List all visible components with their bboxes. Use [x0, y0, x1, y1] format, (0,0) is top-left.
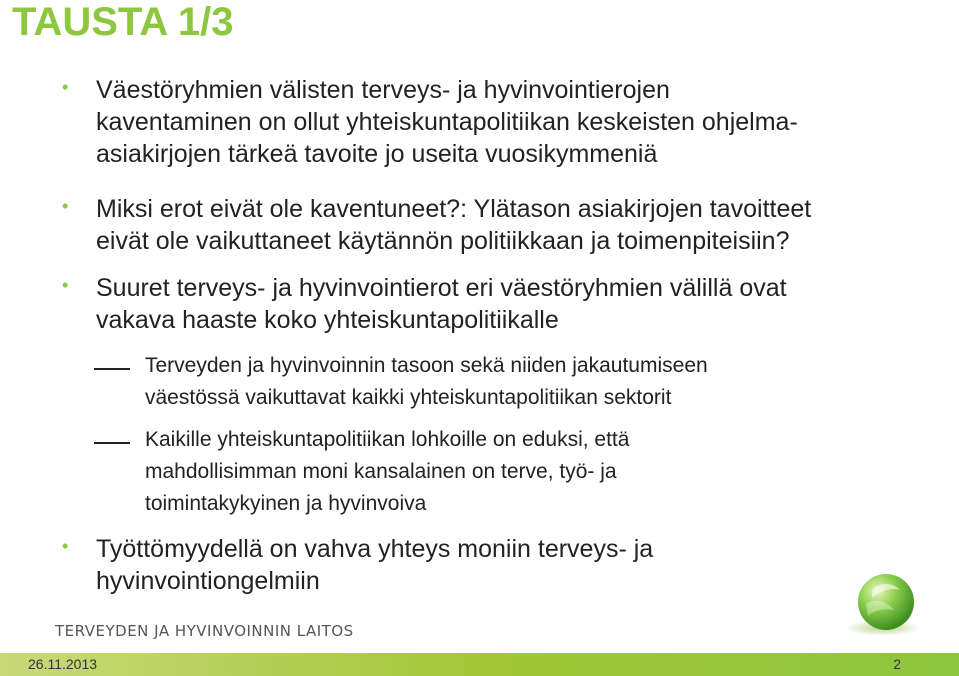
page-number: 2: [893, 656, 901, 672]
bullet-line: Miksi erot eivät ole kaventuneet?: Ylätason asiakirjojen tavoitteet: [96, 195, 812, 223]
sub-bullet-text: [145, 424, 629, 520]
bullet-line: Työttömyydellä on vahva yhteys moniin terveys- ja: [96, 535, 654, 563]
bullet-text: [96, 533, 653, 597]
bullet-line: kaventaminen on ollut yhteiskuntapolitiikan keskeisten ohjelma-: [96, 108, 798, 136]
bullet-text: [96, 272, 787, 336]
sub-bullet-line: väestössä vaikuttavat kaikki yhteiskuntapolitiikan sektorit: [145, 386, 672, 409]
bullet-dot-icon: •: [62, 275, 69, 295]
slide-title: TAUSTA 1/3: [12, 0, 234, 44]
bullet-dot-icon: •: [62, 77, 69, 97]
bullet-dot-icon: •: [62, 196, 69, 216]
bullet-line: vakava haaste koko yhteiskuntapolitiikalle: [96, 306, 559, 334]
bullet-line: Suuret terveys- ja hyvinvointierot eri väestöryhmien välillä ovat: [96, 274, 787, 302]
bullet-line: eivät ole vaikuttaneet käytännön politiikkaan ja toimenpiteisiin?: [96, 227, 790, 255]
bullet-line: asiakirjojen tärkeä tavoite jo useita vuosikymmeniä: [96, 140, 658, 168]
sub-bullet-line: Terveyden ja hyvinvoinnin tasoon sekä niiden jakautumiseen: [145, 354, 708, 377]
organization-logo-text: TERVEYDEN JA HYVINVOINNIN LAITOS: [55, 622, 354, 640]
bullet-line: Väestöryhmien välisten terveys- ja hyvinvointierojen: [96, 76, 670, 104]
footer-bar: [0, 653, 959, 676]
sub-bullet-line: Kaikille yhteiskuntapolitiikan lohkoille on eduksi, että: [145, 428, 630, 451]
sub-bullet-line: mahdollisimman moni kansalainen on terve, työ- ja: [145, 460, 617, 483]
green-globe-leaf-icon: [838, 568, 928, 638]
sub-bullet-line: toimintakykyinen ja hyvinvoiva: [145, 492, 427, 515]
footer-date: 26.11.2013: [28, 656, 98, 672]
dash-icon: [94, 368, 130, 370]
bullet-text: [96, 193, 811, 257]
bullet-line: hyvinvointiongelmiin: [96, 567, 320, 595]
bullet-dot-icon: •: [62, 536, 69, 556]
dash-icon: [94, 442, 130, 444]
sub-bullet-text: [145, 350, 708, 414]
bullet-text: [96, 74, 798, 170]
